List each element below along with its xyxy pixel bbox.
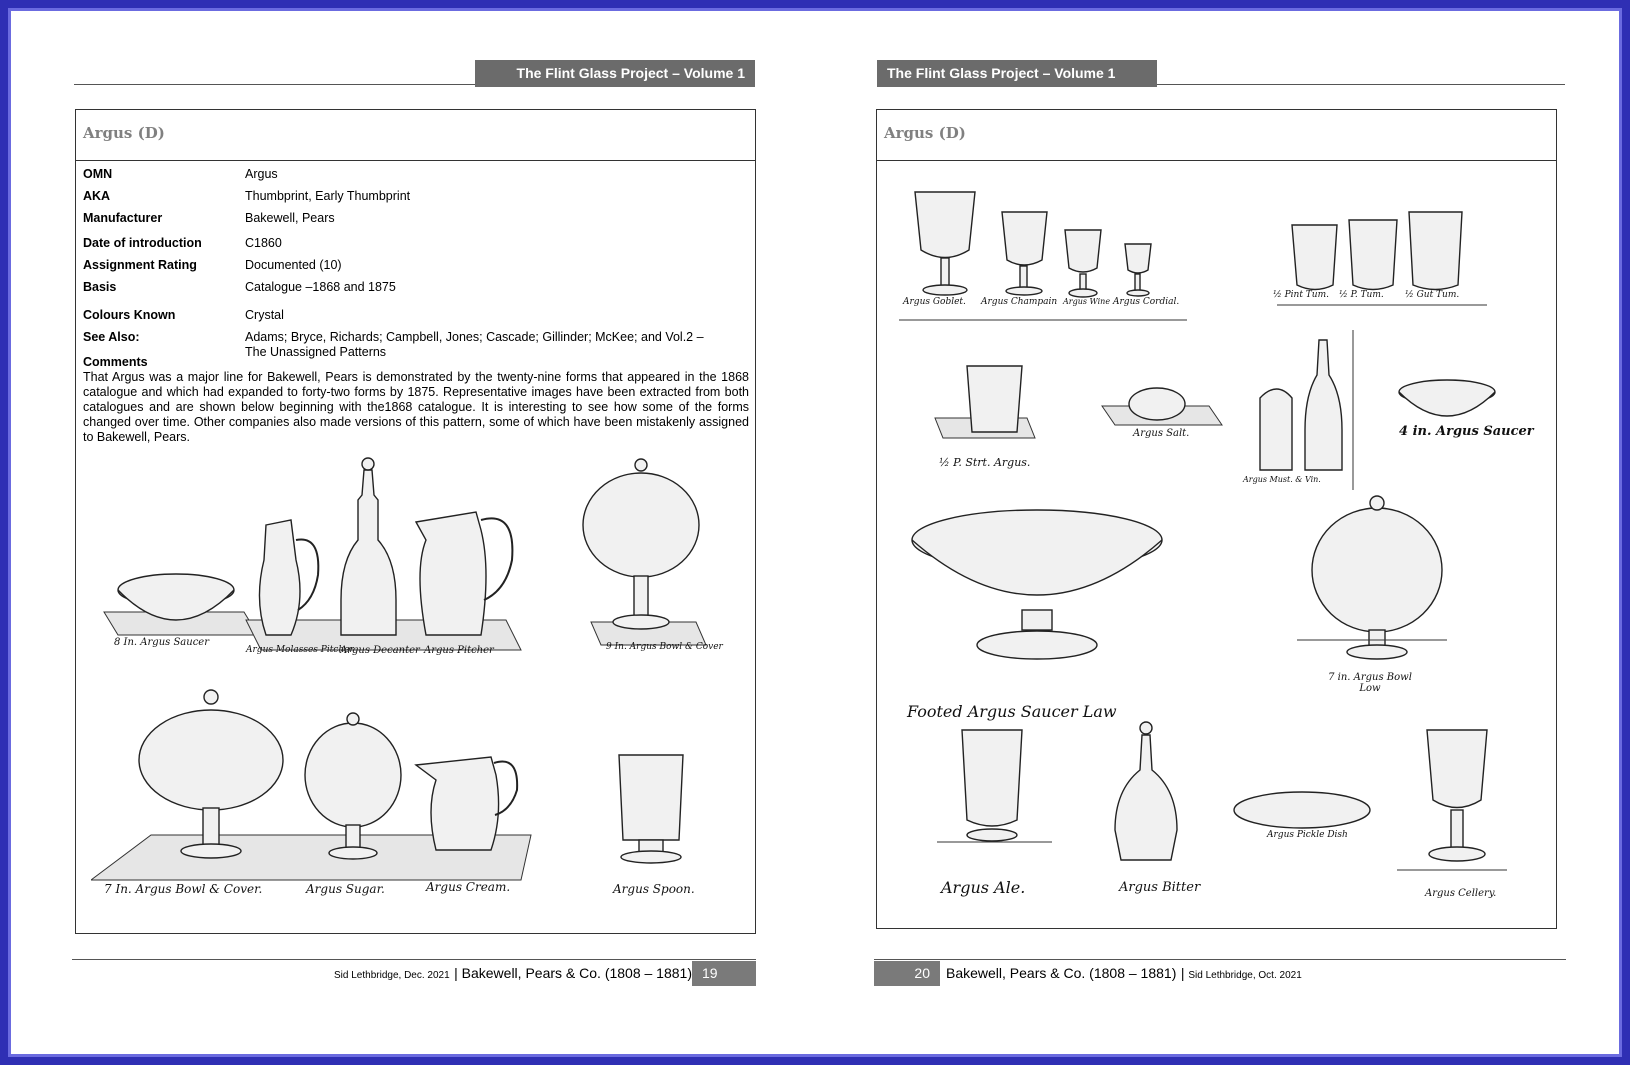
tumbler-2 xyxy=(1349,220,1397,290)
footer-author: Sid Lethbridge, Dec. 2021 xyxy=(334,970,450,981)
field-label-manufacturer: Manufacturer xyxy=(83,211,163,225)
molasses-pitcher xyxy=(259,520,300,635)
caption-ale: Argus Ale. xyxy=(941,878,1026,897)
bowl-finial xyxy=(635,459,647,471)
caption-footed: Footed Argus Saucer Law xyxy=(907,702,1117,721)
footer-right: Bakewell, Pears & Co. (1808 – 1881) | Sid Lethbridge, Oct. 2021 xyxy=(946,965,1302,981)
footer-rule xyxy=(874,959,1566,960)
pitcher xyxy=(416,512,486,635)
cordial-stem xyxy=(1135,274,1140,291)
caption-cream: Argus Cream. xyxy=(426,880,511,894)
cellery-foot xyxy=(1429,847,1485,861)
caption-goblet: Argus Goblet. xyxy=(903,297,966,307)
bowl-low-finial xyxy=(1370,496,1384,510)
caption-tum2: ½ P. Tum. xyxy=(1339,290,1384,300)
footed-saucer-body xyxy=(912,540,1162,595)
pickle-dish xyxy=(1234,792,1370,828)
footer-left: Sid Lethbridge, Dec. 2021 | Bakewell, Pears & Co. (1808 – 1881) xyxy=(334,965,692,981)
ale-foot xyxy=(967,829,1017,841)
caption-sugar: Argus Sugar. xyxy=(306,882,385,896)
saucer-4-body xyxy=(1399,392,1495,416)
caption-pitcher: Argus Pitcher xyxy=(424,645,494,656)
caption-molasses: Argus Molasses Pitcher xyxy=(246,645,354,655)
bowl-low xyxy=(1312,508,1442,632)
field-label-date: Date of introduction xyxy=(83,236,202,250)
caption-strt: ½ P. Strt. Argus. xyxy=(939,456,1031,469)
caption-must: Argus Must. & Vin. xyxy=(1243,475,1321,484)
ale-glass xyxy=(962,730,1022,826)
caption-bowl-cover-9: 9 In. Argus Bowl & Cover xyxy=(606,642,723,652)
page-number: 19 xyxy=(692,961,756,986)
catalogue-illustration-1875 xyxy=(91,675,731,910)
field-label-aka: AKA xyxy=(83,189,111,203)
field-value-manufacturer: Bakewell, Pears xyxy=(245,211,335,225)
cordial-foot xyxy=(1127,290,1149,296)
sugar-stem xyxy=(346,825,360,850)
sugar-foot xyxy=(329,847,377,859)
caption-saucer: 8 In. Argus Saucer xyxy=(114,637,209,648)
field-value-see-also: Adams; Bryce, Richards; Campbell, Jones; Cascade; Gillinder; McKee; and Vol.2 – The Unassigned Patterns xyxy=(245,330,704,359)
bowl-foot xyxy=(613,615,669,629)
caption-spoon: Argus Spoon. xyxy=(613,882,695,896)
field-label-omn: OMN xyxy=(83,167,113,181)
caption-bitter: Argus Bitter xyxy=(1119,880,1201,895)
title-rule xyxy=(877,160,1556,161)
caption-pickle: Argus Pickle Dish xyxy=(1267,830,1348,840)
tumbler-3 xyxy=(1409,212,1462,290)
straight-tumbler xyxy=(967,366,1022,432)
field-label-colours: Colours Known xyxy=(83,308,176,322)
field-label-rating: Assignment Rating xyxy=(83,258,197,272)
bowl-stem xyxy=(203,808,219,848)
goblet-foot xyxy=(923,285,967,295)
header-title: The Flint Glass Project – Volume 1 xyxy=(877,60,1157,87)
decanter xyxy=(341,470,396,635)
salt xyxy=(1129,388,1185,420)
wine xyxy=(1065,230,1101,272)
document-frame xyxy=(8,8,1622,1057)
caption-saucer4: 4 in. Argus Saucer xyxy=(1399,424,1534,439)
field-label-see-also: See Also: xyxy=(83,330,140,344)
decanter-stopper xyxy=(362,458,374,470)
field-value-omn: Argus xyxy=(245,167,278,181)
tumbler-1 xyxy=(1292,225,1337,290)
footed-saucer-stem xyxy=(1022,610,1052,630)
footer-doc-title: Bakewell, Pears & Co. (1808 – 1881) xyxy=(461,965,692,981)
caption-bowl-low: 7 in. Argus Bowl Low xyxy=(1328,672,1412,694)
cellery-vase xyxy=(1427,730,1487,808)
content-box xyxy=(75,109,756,934)
bowl-stem xyxy=(634,576,648,616)
footer-author: Sid Lethbridge, Oct. 2021 xyxy=(1188,970,1302,981)
cellery-stem xyxy=(1451,810,1463,850)
champain-stem xyxy=(1020,266,1027,288)
field-value-aka: Thumbprint, Early Thumbprint xyxy=(245,189,411,203)
header-rule xyxy=(74,84,484,85)
bitter-bottle xyxy=(1115,735,1177,860)
page-number: 20 xyxy=(874,961,940,986)
wine-foot xyxy=(1069,289,1097,297)
caption-bowl-cover-7: 7 In. Argus Bowl & Cover. xyxy=(104,882,263,896)
footer-rule xyxy=(72,959,756,960)
bowl-low-foot xyxy=(1347,645,1407,659)
spoon-holder xyxy=(619,755,683,840)
spoon-foot xyxy=(621,851,681,863)
caption-cordial: Argus Cordial. xyxy=(1113,297,1180,307)
goblet xyxy=(915,192,975,258)
caption-salt: Argus Salt. xyxy=(1133,428,1190,439)
mustard xyxy=(1260,389,1292,470)
covered-bowl xyxy=(583,473,699,577)
sugar-finial xyxy=(347,713,359,725)
caption-champain: Argus Champain xyxy=(981,297,1058,307)
bitter-stopper xyxy=(1140,722,1152,734)
footer-doc-title: Bakewell, Pears & Co. (1808 – 1881) xyxy=(946,965,1177,981)
title-rule xyxy=(76,160,755,161)
caption-decanter: Argus Decanter xyxy=(340,645,420,656)
field-value-colours: Crystal xyxy=(245,308,284,322)
caption-cellery: Argus Cellery. xyxy=(1425,888,1497,899)
header-rule xyxy=(1157,84,1565,85)
comments-heading: Comments xyxy=(83,355,148,369)
header-title: The Flint Glass Project – Volume 1 xyxy=(475,60,755,87)
champain xyxy=(1002,212,1047,265)
champain-foot xyxy=(1006,287,1042,295)
field-label-basis: Basis xyxy=(83,280,117,294)
vinegar xyxy=(1305,340,1342,470)
pattern-title: Argus (D) xyxy=(83,124,165,142)
caption-tum3: ½ Gut Tum. xyxy=(1405,290,1460,300)
catalogue-illustrations xyxy=(887,170,1547,920)
bowl-finial xyxy=(204,690,218,704)
caption-wine: Argus Wine xyxy=(1063,297,1111,306)
bowl-foot xyxy=(181,844,241,858)
field-value-date: C1860 xyxy=(245,236,282,250)
goblet-stem xyxy=(941,258,949,288)
caption-tum1: ½ Pint Tum. xyxy=(1273,290,1329,300)
pattern-title: Argus (D) xyxy=(884,124,966,142)
bowl-cover-7 xyxy=(139,710,283,810)
sugar-bowl xyxy=(305,723,401,827)
footed-saucer-foot xyxy=(977,631,1097,659)
field-value-basis: Catalogue –1868 and 1875 xyxy=(245,280,396,294)
content-box xyxy=(876,109,1557,929)
field-value-rating: Documented (10) xyxy=(245,258,342,272)
cordial xyxy=(1125,244,1151,273)
comments-text: That Argus was a major line for Bakewell, Pears is demonstrated by the twenty-nine forms that appeared in the 1868 catalogue and which had expanded to forty-two forms by 1875. Representative images have been extracted from both catalogues and are shown below beginning with the1868 catalogue. It is interesting to see how some of the forms changed over time. Other companies also made versions of this pattern, some of which have been mistakenly assigned to Bakewell, Pears. xyxy=(83,370,749,444)
